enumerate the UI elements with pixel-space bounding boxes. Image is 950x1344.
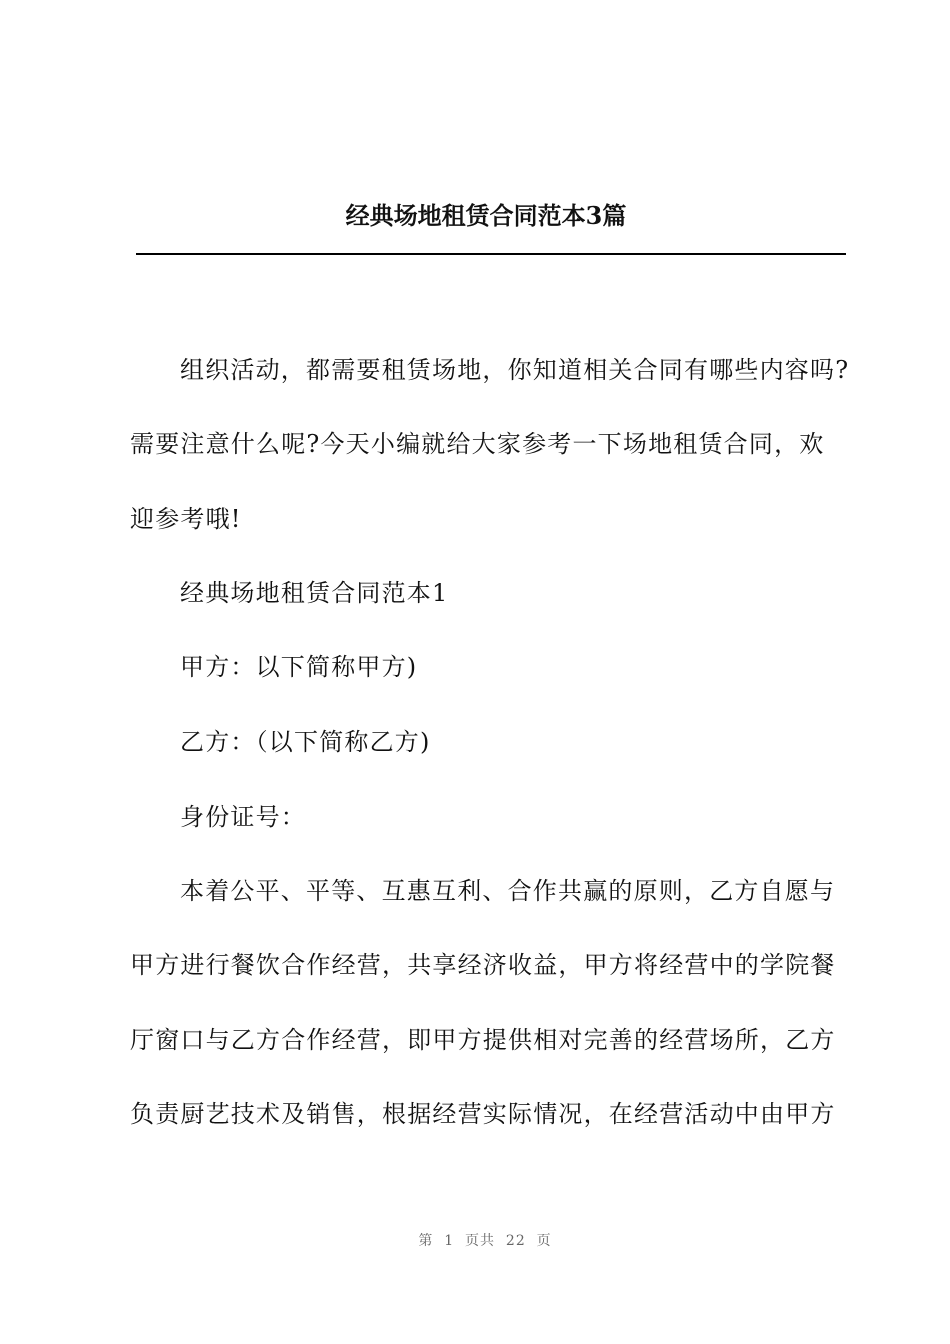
paragraph-line: 迎参考哦! — [130, 505, 242, 533]
document-title: 经典场地租赁合同范本3篇 — [345, 201, 627, 230]
paragraph-line: 组织活动，都需要租赁场地，你知道相关合同有哪些内容吗? — [180, 356, 850, 384]
section-heading: 经典场地租赁合同范本1 — [180, 579, 449, 607]
paragraph-line: 需要注意什么呢?今天小编就给大家参考一下场地租赁合同，欢 — [130, 430, 825, 458]
title-rule — [136, 253, 846, 255]
party-b-line: 乙方：（以下简称乙方) — [180, 728, 431, 756]
party-a-line: 甲方：以下简称甲方) — [180, 653, 418, 681]
paragraph-line: 甲方进行餐饮合作经营，共享经济收益，甲方将经营中的学院餐 — [130, 951, 836, 979]
paragraph-line: 厅窗口与乙方合作经营，即甲方提供相对完善的经营场所，乙方 — [130, 1026, 836, 1054]
page-footer: 第 1 页共 22 页 — [418, 1233, 552, 1249]
paragraph-line: 本着公平、平等、互惠互利、合作共赢的原则，乙方自愿与 — [180, 877, 836, 905]
paragraph-line: 负责厨艺技术及销售，根据经营实际情况，在经营活动中由甲方 — [130, 1100, 836, 1128]
id-number-line: 身份证号： — [180, 803, 306, 831]
